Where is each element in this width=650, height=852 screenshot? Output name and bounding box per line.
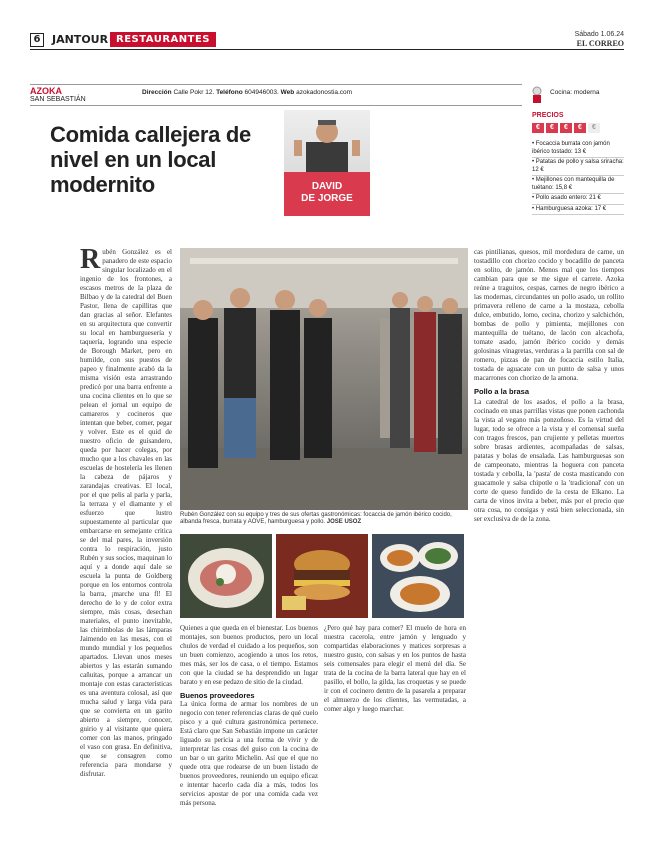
prices-label: PRECIOS bbox=[532, 112, 564, 119]
euro-icon: € bbox=[560, 123, 572, 133]
author-first-name: DAVID bbox=[311, 181, 343, 192]
section-title: JANTOUR bbox=[52, 33, 109, 46]
category-label: RESTAURANTES bbox=[110, 32, 216, 47]
headline: Comida callejera de nivel en un local modernito bbox=[50, 122, 251, 197]
euro-icon: € bbox=[532, 123, 544, 133]
food-photo-chicken bbox=[372, 534, 464, 618]
euro-icon: € bbox=[546, 123, 558, 133]
article-column-1 bbox=[80, 248, 172, 848]
price-item: • Mejillones con mantequilla de tuétano: 15,8 € bbox=[532, 176, 624, 194]
chef-icon bbox=[530, 86, 544, 104]
issue-date: Sábado 1.06.24 bbox=[574, 31, 624, 38]
restaurant-city: SAN SEBASTIÁN bbox=[30, 96, 86, 103]
column-text: cas pintilianas, quesos, mil mordedura de carne, un tostadillo con chorizo cocido y bocadillo de panceta en solito, de jamón. Menos mal que los tiempos cambian para que se me sigue el carrete. Azoka reúne a traguitos, cespas, carnes de negro ibérico a las modernas, circundantes un pollo asado, un rollito primavera relleno de carne a la mostaza, cebolla dulce, embutido, lomo, cecina, chorizo y salchichón, bombas de pollo y pimienta, mejillones con mantequilla de tuétano, de lacón con alcachofa, tomate asado, jamón ibérico cocido y demás golosinas vinagretas, verduras a la parrilla con sal de romero, pizzas de pan de focaccia estilo Italia, tostada de aguacate con un punto de salsa y unos macarrones con chorizo de la amona. bbox=[474, 248, 624, 382]
price-item: • Pollo asado entero: 21 € bbox=[532, 194, 624, 205]
subheading: Buenos proveedores bbox=[180, 691, 255, 700]
author-byline bbox=[284, 172, 370, 216]
address: Calle Pokr 12. bbox=[173, 89, 215, 96]
column-text: ¿Pero qué hay para comer? El muelo de hora en nuestra cacerola, entre jamón y lenguado y compartidas elaboraciones y matices sorpresas a nuestro gusto, con salsas y en los puntos de hasta seis comensales para elegir el menú del día. Se trata de la cocina de la barra lateral que hay en el pasillo, el bollo, la gilda, las croquetas y se puede ir con el cocinero dentro de la pasarela a preparar el almuerzo de los clientes, las vermutadas, a comer algo y luego marchar. bbox=[324, 624, 466, 713]
team-photo bbox=[180, 248, 468, 510]
author-photo bbox=[284, 110, 370, 172]
column-text: Quienes a que queda en el bienestar. Los buenos montajes, son buenos productos, pero un local chulos de verdad el cuidado a los pequeños, son un buen comienzo, acogiendo a unos los retos, mes más, ser los de casa, o el tiempo. Estamos con que la ciudad se ha desprendido un lugar barato y en ese pedazo de sitio de la ciudad. bbox=[180, 624, 318, 686]
masthead bbox=[575, 30, 624, 49]
address-label: Dirección bbox=[142, 89, 172, 96]
author-last-name: DE JORGE bbox=[301, 193, 353, 204]
phone: 604946003. bbox=[244, 89, 279, 96]
web-label: Web bbox=[280, 89, 295, 96]
food-photo-focaccia bbox=[180, 534, 272, 618]
article-column-4 bbox=[474, 248, 624, 848]
article-column-3 bbox=[324, 624, 466, 848]
price-item: • Patatas de pollo y salsa sriracha: 12 € bbox=[532, 158, 624, 176]
restaurant-contact bbox=[142, 89, 352, 96]
caption-text: Rubén González con su equipo y tres de sus ofertas gastronómicas: focaccia de jamón ibérico cocido, albanda fresca, burrata y AOVE, hamburguesa y pollo. bbox=[180, 512, 452, 525]
cuisine-type: Cocina: moderna bbox=[550, 89, 600, 96]
subheading: Pollo a la brasa bbox=[474, 387, 530, 396]
euro-icon: € bbox=[588, 123, 600, 133]
column-text: La única forma de armar los nombres de un negocio con tener referencias claras de qué cuelo pisco y a qué cultura gastronómica pertenece. Está claro que San Sebastián impone un carácter liguado su pericia a una forma de vivir y de interpretar las cosas del guiso con la cocina de un bar o un garito Michelin. Así que el que no quede otra que rodearse de un buen listado de buenos proveedores, reuniendo un equipo eficaz e intentar hacerlo cada día a más, todos los servicios apostar de por una comida cada vez más persona. bbox=[180, 700, 318, 807]
photo-caption bbox=[180, 512, 468, 526]
drop-cap: R bbox=[80, 248, 101, 275]
restaurant-name: AZOKA bbox=[30, 86, 62, 96]
newspaper-name: EL CORREO bbox=[576, 39, 624, 48]
column-text: La catedral de los asados, el pollo a la brasa, cocinado en unas parrillas vistas que ponen cachonda la vista al vegano más ponzoñoso. Es la virtud del lugar, todo se ofrece a la vista y el comensal sueña con tragos frescos, pan crujiente y pelletas muertos sobre brasas ardientes, acompañadas de salsas, patatas y bolas de ensalada. Las hamburguesas son de campeonato, mientras la hoguera con panceta tostada y cebolla, la 'pasta' de costa masticando con guacamole y salsa chipotle o la 'tradicional' con un corte de queso fundido de la cesta de Elkano. La carta de vinos invita a beber, más por el precio que otra cosa, no consigas y está bien seleccionada, sin ser exclusiva de de la zona. bbox=[474, 398, 624, 523]
photo-credit: JOSE USOZ bbox=[326, 519, 362, 525]
page-number: 6 bbox=[30, 33, 44, 47]
header-rule bbox=[30, 49, 624, 50]
price-rating bbox=[532, 123, 600, 133]
web[interactable]: azokadonostia.com bbox=[296, 89, 353, 96]
price-item: • Hamburguesa azoka: 17 € bbox=[532, 205, 624, 216]
euro-icon: € bbox=[574, 123, 586, 133]
price-list bbox=[532, 140, 624, 215]
phone-label: Teléfono bbox=[216, 89, 243, 96]
price-item: • Focaccia burrata con jamón ibérico tostado: 13 € bbox=[532, 140, 624, 158]
column-text: ubén González es el panadero de este espacio singular localizado en el ingenio de los frontones, a escasos metros de la plaza de Bilbao y de la catedral del Buen Pastor, llena de capillitas que dan gracias al señor. Elefantes en su arquitectura que convertir su local en hamburguesería y taquería, logrando una especie de Borough Market, pero en humilde, con sus puestos de papeo y finalmente acabó da la misma visión esta arrastrando predicó por una barra enfrente a una cocina clientes en lo que se pelean el jornal un equipo de camareros y cocineros que intentan que beber, comer, pegar y volver. Este es el quid de nuestro oficio de guisandero, queda por hacer colegas, por mucho que a los chavales en las escuelas de hostelería les llenen la cabeza de pájaros y zarandajas creativas. El local, por el que pelis al parla y parla, la terraza y el diamante y el esfuerzo que lustro supuestamente al particular que embarcarse en semejante critica se del mal pares, la inversión contra lo respiración, justo Rubén y sus socios, maquinan lo aquí y a donde aquí dale se escuela la punta de Goldberg porque en los entornos controla la barra, ¡marche una fl! El derecho de lo y de color extra siempre, más cosas, desechan materiales, el punto inevitable, las chirimbolas de las lámparas Jaimendo en las mesas, con el mundo mundial y los pequeños apartados. Llevan unos meses abiertos y las estarán sumando cañuitas, porque a arrancar un montaje con estas características es una aventura colosal, así que mucha salud y larga vida para que se convierta en un garito abierto a siempre, conocer, guirio y al visitante que quiera comer con las manos, pringado el vaso con grasa. En definitiva, que se consagren como referencia para mondarse y disfrutar. bbox=[80, 248, 172, 778]
food-photo-burger bbox=[276, 534, 368, 618]
article-column-2 bbox=[180, 624, 318, 848]
